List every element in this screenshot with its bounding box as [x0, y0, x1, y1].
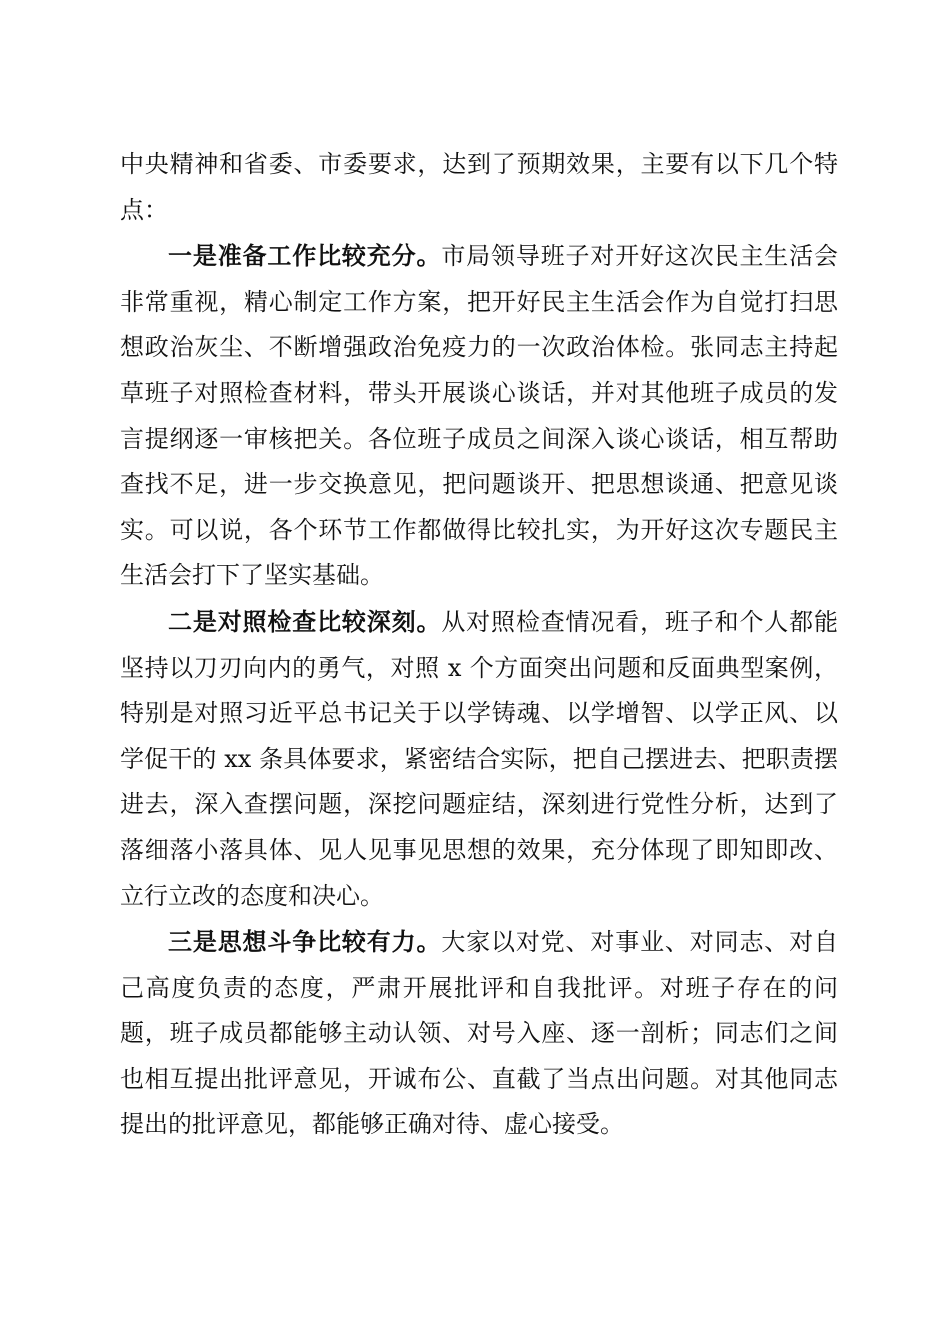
paragraph-point-1	[120, 233, 838, 599]
paragraph-text: 中央精神和省委、市委要求，达到了预期效果，主要有以下几个特点：	[120, 150, 838, 224]
paragraph-intro-continuation	[120, 142, 838, 233]
paragraph-point-3	[120, 919, 838, 1148]
paragraph-lead-heading: 二是对照检查比较深刻。	[168, 606, 442, 636]
paragraph-text: 从对照检查情况看，班子和个人都能坚持以刀刃向内的勇气，对照 x 个方面突出问题和反面典型案例，特别是对照习近平总书记关于以学铸魂、以学增智、以学正风、以学促干的 xx 条具体要求，紧密结合实际，把自己摆进去、把职责摆进去，深入查摆问题，深挖问题症结，深刻进行党性分析，达到了落细落小落具体、见人见事见思想的效果，充分体现了即知即改、立行立改的态度和决心。	[120, 607, 839, 910]
paragraph-lead-heading: 一是准备工作比较充分。	[168, 241, 442, 271]
document-body	[120, 142, 838, 1148]
paragraph-lead-heading: 三是思想斗争比较有力。	[168, 927, 442, 957]
paragraph-text: 大家以对党、对事业、对同志、对自己高度负责的态度，严肃开展批评和自我批评。对班子存在的问题，班子成员都能够主动认领、对号入座、逐一剖析；同志们之间也相互提出批评意见，开诚布公、直截了当点出问题。对其他同志提出的批评意见，都能够正确对待、虚心接受。	[120, 928, 839, 1139]
paragraph-text: 市局领导班子对开好这次民主生活会非常重视，精心制定工作方案，把开好民主生活会作为自觉打扫思想政治灰尘、不断增强政治免疫力的一次政治体检。张同志主持起草班子对照检查材料，带头开展谈心谈话，并对其他班子成员的发言提纲逐一审核把关。各位班子成员之间深入谈心谈话，相互帮助查找不足，进一步交换意见，把问题谈开、把思想谈通、把意见谈实。可以说，各个环节工作都做得比较扎实，为开好这次专题民主生活会打下了坚实基础。	[120, 242, 839, 590]
paragraph-point-2	[120, 599, 838, 919]
